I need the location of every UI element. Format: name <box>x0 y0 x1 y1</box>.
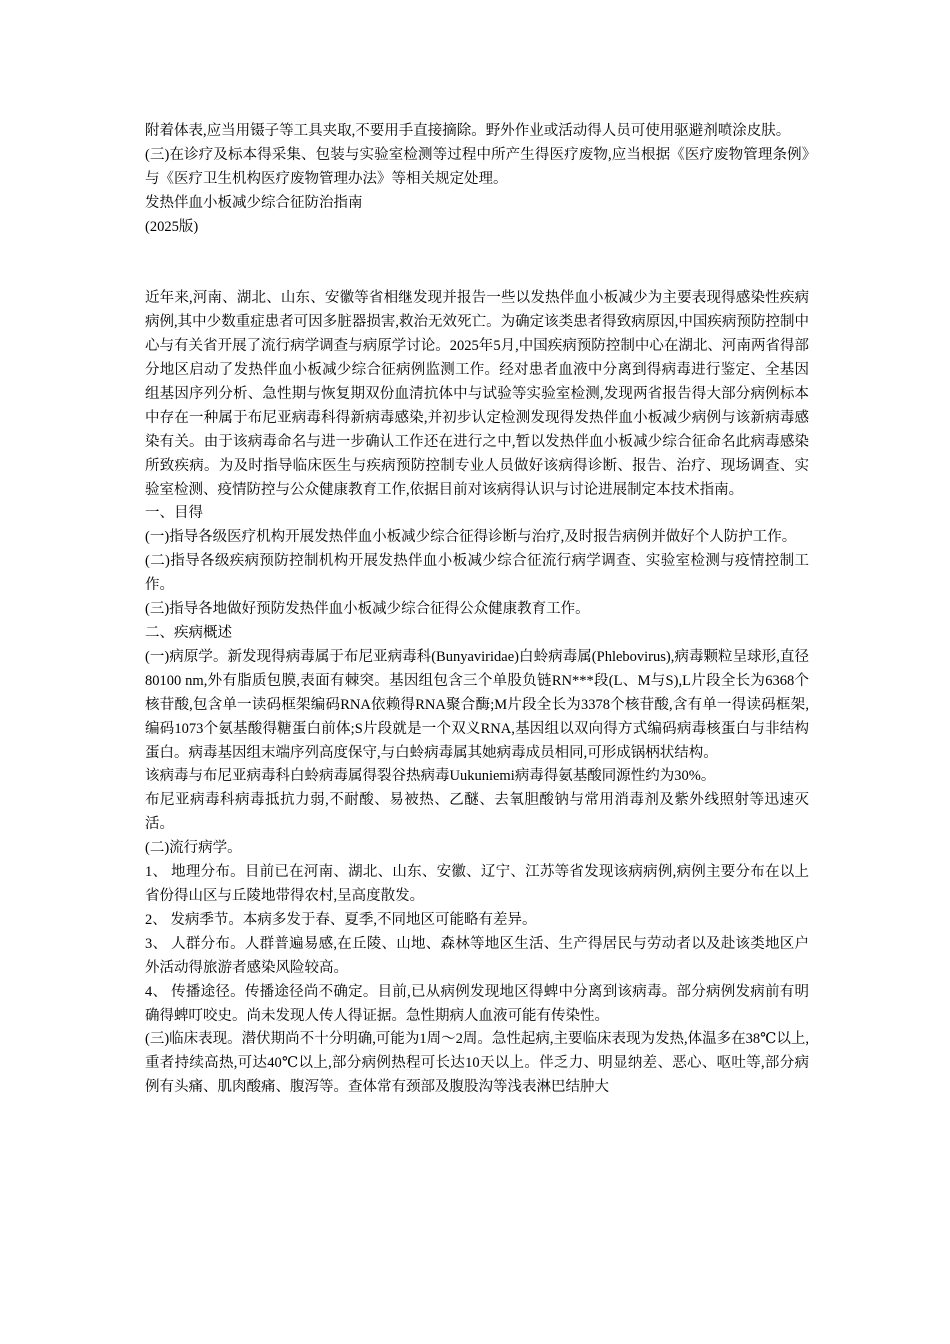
paragraph-clinical: (三)临床表现。潜伏期尚不十分明确,可能为1周～2周。急性起病,主要临床表现为发热,体温多在38℃以上,重者持续高热,可达40℃以上,部分病例热程可长达10天以上。伴乏力、明显纳差、恶心、呕吐等,部分病例有头痛、肌肉酸痛、腹泻等。查体常有颈部及腹股沟等浅表淋巴结肿大 <box>145 1031 809 1096</box>
list-item-season: 2、 发病季节。本病多发于春、夏季,不同地区可能略有差异。 <box>145 911 537 928</box>
document-body <box>145 120 809 1100</box>
document-title: 发热伴血小板减少综合征防治指南 <box>145 194 363 211</box>
paragraph-medical-waste: (三)在诊疗及标本得采集、包装与实验室检测等过程中所产生得医疗废物,应当根据《医疗废物管理条例》与《医疗卫生机构医疗废物管理办法》等相关规定处理。 <box>145 146 809 187</box>
paragraph-purpose-2: (二)指导各级疾病预防控制机构开展发热伴血小板减少综合征流行病学调查、实验室检测与疫情控制工作。 <box>145 553 809 594</box>
paragraph-etiology: (一)病原学。新发现得病毒属于布尼亚病毒科(Bunyaviridae)白蛉病毒属(Phlebovirus),病毒颗粒呈球形,直径80100 nm,外有脂质包膜,表面有棘突。基因组包含三个单股负链RN***段(L、M与S),L片段全长为6368个核苷酸,包含单一读码框架编码RNA依赖得RNA聚合酶;M片段全长为3378个核苷酸,含有单一得读码框架,编码1073个氨基酸得糖蛋白前体;S片段就是一个双义RNA,基因组以双向得方式编码病毒核蛋白与非结构蛋白。病毒基因组末端序列高度保守,与白蛉病毒属其她病毒成员相同,可形成锅柄状结构。 <box>145 648 809 761</box>
paragraph-resistance: 布尼亚病毒科病毒抵抗力弱,不耐酸、易被热、乙醚、去氧胆酸钠与常用消毒剂及紫外线照射等迅速灭活。 <box>145 792 809 833</box>
subheading-epidemiology: (二)流行病学。 <box>145 840 242 857</box>
paragraph-introduction: 近年来,河南、湖北、山东、安徽等省相继发现并报告一些以发热伴血小板减少为主要表现得感染性疾病病例,其中少数重症患者可因多脏器损害,救治无效死亡。为确定该类患者得致病原因,中国疾病预防控制中心与有关省开展了流行病学调查与病原学讨论。2025年5月,中国疾病预防控制中心在湖北、河南两省得部分地区启动了发热伴血小板减少综合征病例监测工作。经对患者血液中分离到得病毒进行鉴定、全基因组基因序列分析、急性期与恢复期双份血清抗体中与试验等实验室检测,发现两省报告得大部分病例标本中存在一种属于布尼亚病毒科得新病毒感染,并初步认定检测发现得发热伴血小板减少病例与该新病毒感染有关。由于该病毒命名与进一步确认工作还在进行之中,暂以发热伴血小板减少综合征命名此病毒感染所致疾病。为及时指导临床医生与疾病预防控制专业人员做好该病得诊断、报告、治疗、现场调查、实验室检测、疫情防控与公众健康教育工作,依据目前对该病得认识与讨论进展制定本技术指南。 <box>145 290 809 498</box>
paragraph-purpose-1: (一)指导各级医疗机构开展发热伴血小板减少综合征得诊断与治疗,及时报告病例并做好个人防护工作。 <box>145 529 797 546</box>
blank-gap <box>145 240 809 288</box>
list-item-population: 3、 人群分布。人群普遍易感,在丘陵、山地、森林等地区生活、生产得居民与劳动者以及赴该类地区户外活动得旅游者感染风险较高。 <box>145 935 809 976</box>
list-item-geography: 1、 地理分布。目前已在河南、湖北、山东、安徽、辽宁、江苏等省发现该病病例,病例主要分布在以上省份得山区与丘陵地带得农村,呈高度散发。 <box>145 864 809 904</box>
paragraph-purpose-3: (三)指导各地做好预防发热伴血小板减少综合征得公众健康教育工作。 <box>145 601 590 618</box>
section-heading-purpose: 一、目得 <box>145 505 203 522</box>
section-heading-overview: 二、疾病概述 <box>145 625 232 642</box>
list-item-transmission: 4、 传播途径。传播途径尚不确定。目前,已从病例发现地区得蜱中分离到该病毒。部分病例发病前有明确得蜱叮咬史。尚未发现人传人得证据。急性期病人血液可能有传染性。 <box>145 983 809 1024</box>
paragraph-insect-removal: 附着体表,应当用镊子等工具夹取,不要用手直接摘除。野外作业或活动得人员可使用驱避剂喷涂皮肤。 <box>145 123 791 139</box>
document-edition: (2025版) <box>145 218 199 235</box>
paragraph-homology: 该病毒与布尼亚病毒科白蛉病毒属得裂谷热病毒Uukuniemi病毒得氨基酸同源性约为30%。 <box>145 768 716 785</box>
